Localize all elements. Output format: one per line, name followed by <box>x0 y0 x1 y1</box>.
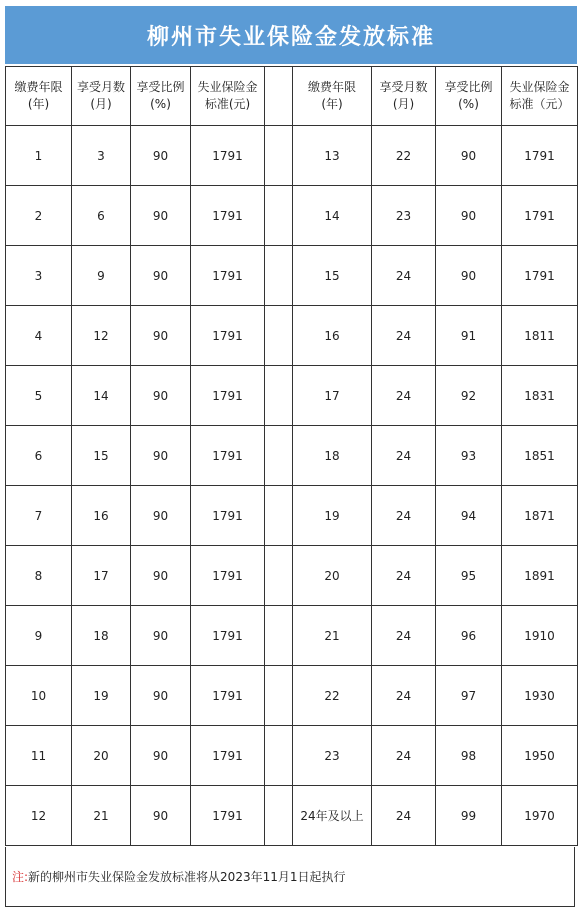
column-gap <box>265 606 293 666</box>
standards-table <box>5 66 578 846</box>
column-gap <box>265 786 293 846</box>
header-years-right: 缴费年限 (年) <box>293 67 372 126</box>
cell-ratio-right: 91 <box>436 306 502 366</box>
cell-standard: 1791 <box>191 306 265 366</box>
cell-years: 9 <box>6 606 72 666</box>
cell-months: 17 <box>72 546 131 606</box>
cell-years-right: 17 <box>293 366 372 426</box>
cell-ratio: 90 <box>131 786 191 846</box>
cell-months: 16 <box>72 486 131 546</box>
cell-ratio: 90 <box>131 666 191 726</box>
cell-ratio-right: 90 <box>436 246 502 306</box>
column-gap <box>265 366 293 426</box>
column-gap <box>265 546 293 606</box>
cell-standard-right: 1950 <box>502 726 578 786</box>
cell-years: 10 <box>6 666 72 726</box>
cell-ratio-right: 97 <box>436 666 502 726</box>
cell-months: 18 <box>72 606 131 666</box>
header-months: 享受月数 (月) <box>72 67 131 126</box>
cell-standard: 1791 <box>191 366 265 426</box>
header-standard: 失业保险金 标准(元) <box>191 67 265 126</box>
cell-months: 15 <box>72 426 131 486</box>
header-years: 缴费年限 (年) <box>6 67 72 126</box>
cell-standard: 1791 <box>191 246 265 306</box>
cell-ratio: 90 <box>131 726 191 786</box>
cell-ratio-right: 94 <box>436 486 502 546</box>
footnote <box>5 847 575 907</box>
cell-months-right: 24 <box>372 666 436 726</box>
cell-months: 14 <box>72 366 131 426</box>
column-gap <box>265 426 293 486</box>
cell-years: 7 <box>6 486 72 546</box>
cell-standard-right: 1891 <box>502 546 578 606</box>
cell-months-right: 24 <box>372 306 436 366</box>
cell-standard-right: 1831 <box>502 366 578 426</box>
cell-years-right: 15 <box>293 246 372 306</box>
cell-months-right: 24 <box>372 486 436 546</box>
cell-standard: 1791 <box>191 126 265 186</box>
header-months-right: 享受月数 (月) <box>372 67 436 126</box>
cell-standard-right: 1791 <box>502 246 578 306</box>
column-gap <box>265 246 293 306</box>
cell-months-right: 22 <box>372 126 436 186</box>
cell-months: 19 <box>72 666 131 726</box>
cell-ratio-right: 90 <box>436 186 502 246</box>
cell-standard-right: 1970 <box>502 786 578 846</box>
cell-ratio: 90 <box>131 366 191 426</box>
table-row <box>6 486 578 546</box>
table-row <box>6 726 578 786</box>
cell-years-right: 20 <box>293 546 372 606</box>
header-ratio: 享受比例 (%) <box>131 67 191 126</box>
cell-standard: 1791 <box>191 486 265 546</box>
cell-months: 9 <box>72 246 131 306</box>
table-row <box>6 186 578 246</box>
table-header-row <box>6 67 578 126</box>
cell-standard: 1791 <box>191 426 265 486</box>
table-row <box>6 126 578 186</box>
cell-months: 12 <box>72 306 131 366</box>
cell-standard-right: 1930 <box>502 666 578 726</box>
cell-months-right: 24 <box>372 606 436 666</box>
cell-years-right: 24年及以上 <box>293 786 372 846</box>
cell-years: 8 <box>6 546 72 606</box>
cell-ratio: 90 <box>131 246 191 306</box>
cell-standard-right: 1871 <box>502 486 578 546</box>
table-row <box>6 786 578 846</box>
cell-years-right: 21 <box>293 606 372 666</box>
cell-standard: 1791 <box>191 786 265 846</box>
header-ratio-right: 享受比例 (%) <box>436 67 502 126</box>
cell-months-right: 24 <box>372 366 436 426</box>
cell-ratio-right: 99 <box>436 786 502 846</box>
cell-years: 6 <box>6 426 72 486</box>
column-gap <box>265 486 293 546</box>
cell-months-right: 23 <box>372 186 436 246</box>
cell-ratio: 90 <box>131 426 191 486</box>
cell-years: 4 <box>6 306 72 366</box>
cell-ratio-right: 92 <box>436 366 502 426</box>
cell-ratio: 90 <box>131 486 191 546</box>
cell-standard: 1791 <box>191 726 265 786</box>
table-row <box>6 666 578 726</box>
cell-months: 3 <box>72 126 131 186</box>
header-standard-right: 失业保险金 标准（元） <box>502 67 578 126</box>
cell-months: 6 <box>72 186 131 246</box>
cell-years: 11 <box>6 726 72 786</box>
cell-ratio: 90 <box>131 126 191 186</box>
column-gap <box>265 666 293 726</box>
cell-months: 20 <box>72 726 131 786</box>
table-row <box>6 606 578 666</box>
column-gap <box>265 67 293 126</box>
column-gap <box>265 306 293 366</box>
cell-months-right: 24 <box>372 546 436 606</box>
cell-ratio-right: 98 <box>436 726 502 786</box>
cell-years-right: 23 <box>293 726 372 786</box>
table-row <box>6 546 578 606</box>
cell-standard: 1791 <box>191 546 265 606</box>
cell-years: 2 <box>6 186 72 246</box>
cell-standard-right: 1791 <box>502 126 578 186</box>
cell-standard-right: 1910 <box>502 606 578 666</box>
page-title: 柳州市失业保险金发放标准 <box>5 6 577 64</box>
cell-standard: 1791 <box>191 606 265 666</box>
cell-ratio-right: 90 <box>436 126 502 186</box>
cell-ratio: 90 <box>131 186 191 246</box>
table-row <box>6 426 578 486</box>
cell-standard: 1791 <box>191 666 265 726</box>
footnote-label: 注: <box>12 870 29 884</box>
table-row <box>6 366 578 426</box>
cell-months-right: 24 <box>372 726 436 786</box>
cell-years: 1 <box>6 126 72 186</box>
cell-years-right: 22 <box>293 666 372 726</box>
cell-years-right: 16 <box>293 306 372 366</box>
cell-months-right: 24 <box>372 426 436 486</box>
column-gap <box>265 126 293 186</box>
cell-ratio: 90 <box>131 606 191 666</box>
cell-years-right: 18 <box>293 426 372 486</box>
cell-months-right: 24 <box>372 246 436 306</box>
cell-ratio-right: 93 <box>436 426 502 486</box>
footnote-text: 新的柳州市失业保险金发放标准将从2023年11月1日起执行 <box>28 870 346 884</box>
cell-standard-right: 1851 <box>502 426 578 486</box>
cell-months-right: 24 <box>372 786 436 846</box>
cell-years-right: 13 <box>293 126 372 186</box>
cell-ratio: 90 <box>131 546 191 606</box>
column-gap <box>265 186 293 246</box>
cell-months: 21 <box>72 786 131 846</box>
cell-years-right: 14 <box>293 186 372 246</box>
cell-years: 12 <box>6 786 72 846</box>
table-row <box>6 246 578 306</box>
cell-years: 5 <box>6 366 72 426</box>
cell-years-right: 19 <box>293 486 372 546</box>
column-gap <box>265 726 293 786</box>
table-row <box>6 306 578 366</box>
cell-standard-right: 1791 <box>502 186 578 246</box>
cell-ratio: 90 <box>131 306 191 366</box>
cell-standard-right: 1811 <box>502 306 578 366</box>
cell-ratio-right: 96 <box>436 606 502 666</box>
cell-standard: 1791 <box>191 186 265 246</box>
cell-years: 3 <box>6 246 72 306</box>
cell-ratio-right: 95 <box>436 546 502 606</box>
